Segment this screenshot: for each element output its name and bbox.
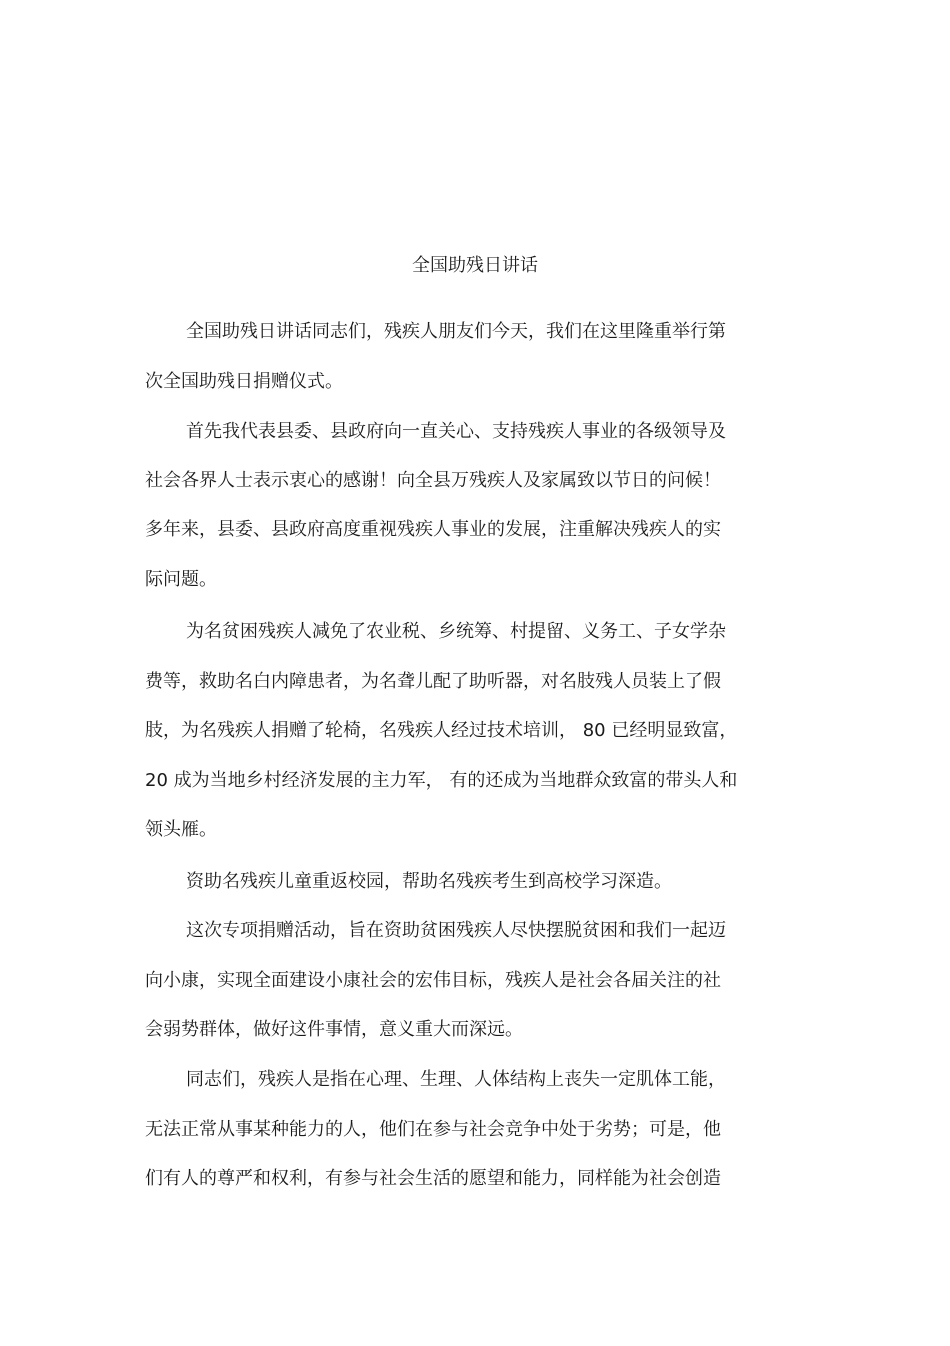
text-line: 社会各界人士表示衷心的感谢！向全县万残疾人及家属致以节日的问候！ <box>145 470 721 491</box>
text-line: 全国助残日讲话同志们，残疾人朋友们今天，我们在这里隆重举行第 <box>186 321 726 342</box>
text-line: 这次专项捐赠活动，旨在资助贫困残疾人尽快摆脱贫困和我们一起迈 <box>186 920 726 941</box>
text-line: 们有人的尊严和权利，有参与社会生活的愿望和能力，同样能为社会创造 <box>145 1168 721 1189</box>
text-line: 次全国助残日捐赠仪式。 <box>145 371 343 392</box>
text-line: 无法正常从事某种能力的人，他们在参与社会竞争中处于劣势；可是，他 <box>145 1119 721 1140</box>
text-line: 费等，救助名白内障患者，为名聋儿配了助听器，对名肢残人员装上了假 <box>145 671 721 692</box>
text-line: 会弱势群体，做好这件事情，意义重大而深远。 <box>145 1019 523 1040</box>
text-line: 肢，为名残疾人捐赠了轮椅，名残疾人经过技术培训， 80 已经明显致富， <box>145 720 738 741</box>
text-line: 向小康，实现全面建设小康社会的宏伟目标，残疾人是社会各届关注的社 <box>145 970 721 991</box>
text-line: 为名贫困残疾人减免了农业税、乡统筹、村提留、义务工、子女学杂 <box>186 621 726 642</box>
text-line: 资助名残疾儿童重返校园，帮助名残疾考生到高校学习深造。 <box>186 871 672 892</box>
text-line: 多年来，县委、县政府高度重视残疾人事业的发展，注重解决残疾人的实 <box>145 519 721 540</box>
text-line: 20 成为当地乡村经济发展的主力军， 有的还成为当地群众致富的带头人和 <box>145 770 738 791</box>
text-line: 首先我代表县委、县政府向一直关心、支持残疾人事业的各级领导及 <box>186 421 726 442</box>
text-line: 领头雁。 <box>145 819 217 840</box>
text-line: 同志们，残疾人是指在心理、生理、人体结构上丧失一定肌体工能， <box>186 1069 726 1090</box>
text-line: 际问题。 <box>145 569 217 590</box>
document-title: 全国助残日讲话 <box>412 255 538 276</box>
